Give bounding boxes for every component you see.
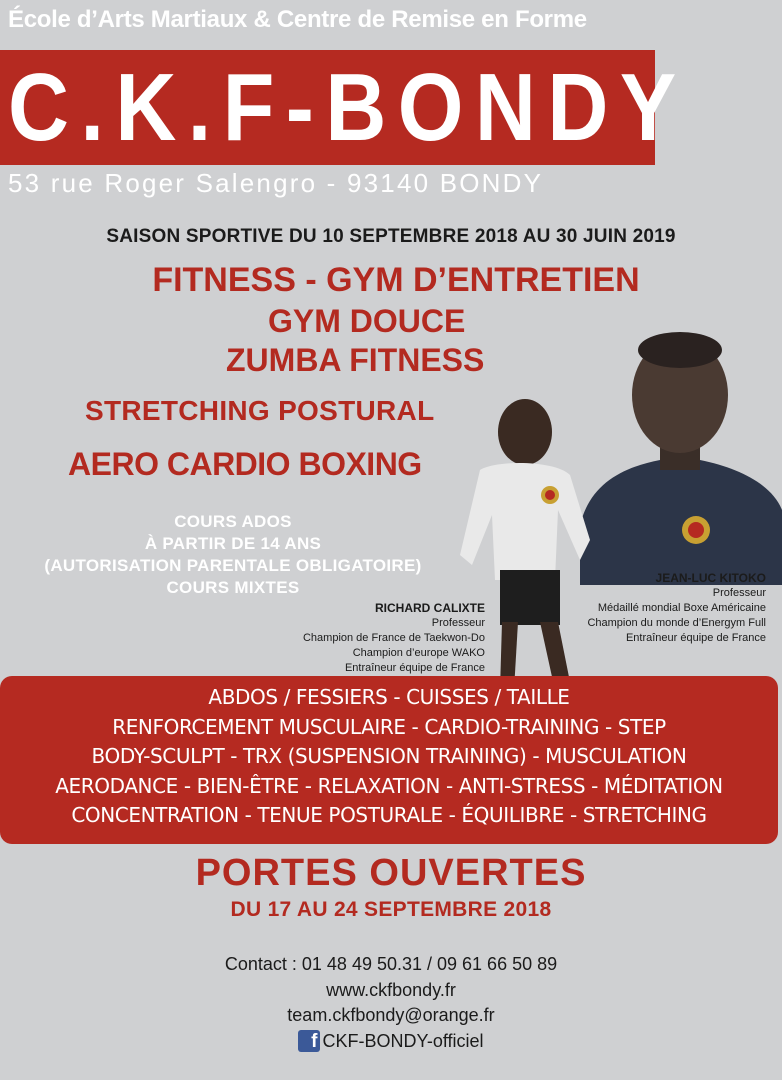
open-days-dates: DU 17 AU 24 SEPTEMBRE 2018	[230, 898, 552, 921]
instructor-title: Champion de France de Taekwon-Do	[302, 632, 485, 644]
activity-line: ABDOS / FESSIERS - CUISSES / TAILLE	[208, 685, 570, 709]
activity-line: AERODANCE - BIEN-ÊTRE - RELAXATION - ANTI-STRESS - MÉDITATION	[55, 773, 723, 798]
instructor-role: Professeur	[431, 617, 485, 629]
class-fitness: FITNESS - GYM D’ENTRETIEN	[152, 261, 640, 299]
facebook-icon: f	[298, 1030, 320, 1052]
instructor-name: JEAN-LUC KITOKO	[655, 571, 766, 585]
teen-line-3: (AUTORISATION PARENTALE OBLIGATOIRE)	[44, 556, 422, 575]
teen-classes-notice	[0, 511, 466, 599]
class-zumba: ZUMBA FITNESS	[226, 342, 485, 378]
activity-line: RENFORCEMENT MUSCULAIRE - CARDIO-TRAINING - STEP	[112, 714, 666, 739]
activities-list	[0, 683, 778, 831]
facebook-page-name: CKF-BONDY-officiel	[322, 1030, 484, 1051]
season-dates: SAISON SPORTIVE DU 10 SEPTEMBRE 2018 AU 30 JUIN 2019	[106, 226, 676, 247]
jean-luc-photo	[580, 320, 782, 585]
contact-phone: Contact : 01 48 49 50.31 / 09 61 66 50 89	[224, 954, 558, 974]
class-aero-boxing: AERO CARDIO BOXING	[68, 446, 422, 482]
class-stretching: STRETCHING POSTURAL	[85, 395, 435, 426]
instructor-jean-luc	[560, 571, 766, 646]
instructor-name: RICHARD CALIXTE	[375, 601, 485, 615]
contact-block	[0, 952, 782, 1055]
activity-line: BODY-SCULPT - TRX (SUSPENSION TRAINING) - MUSCULATION	[91, 744, 687, 768]
club-address: 53 rue Roger Salengro - 93140 BONDY	[8, 168, 544, 198]
activity-line: CONCENTRATION - TENUE POSTURALE - ÉQUILIBRE - STRETCHING	[71, 803, 707, 827]
instructor-richard	[260, 601, 485, 676]
instructor-title: Champion du monde d’Energym Full	[587, 617, 766, 629]
teen-line-2: À PARTIR DE 14 ANS	[144, 534, 322, 553]
teen-line-1: COURS ADOS	[174, 512, 292, 531]
teen-line-4: COURS MIXTES	[166, 578, 300, 597]
school-tagline: École d’Arts Martiaux & Centre de Remise en Forme	[8, 6, 587, 33]
open-days-title: PORTES OUVERTES	[195, 852, 587, 894]
class-gym-douce: GYM DOUCE	[268, 303, 466, 339]
instructor-role: Professeur	[712, 587, 766, 599]
instructor-title: Entraîneur équipe de France	[625, 632, 766, 644]
instructor-title: Champion d’europe WAKO	[352, 647, 485, 659]
contact-email[interactable]: team.ckfbondy@orange.fr	[287, 1005, 495, 1025]
facebook-link[interactable]	[298, 1029, 483, 1055]
contact-website[interactable]: www.ckfbondy.fr	[326, 979, 456, 1000]
instructor-title: Entraîneur équipe de France	[344, 662, 485, 674]
instructor-title: Médaillé mondial Boxe Américaine	[597, 602, 766, 614]
club-title: C.K.F-BONDY	[8, 54, 688, 161]
